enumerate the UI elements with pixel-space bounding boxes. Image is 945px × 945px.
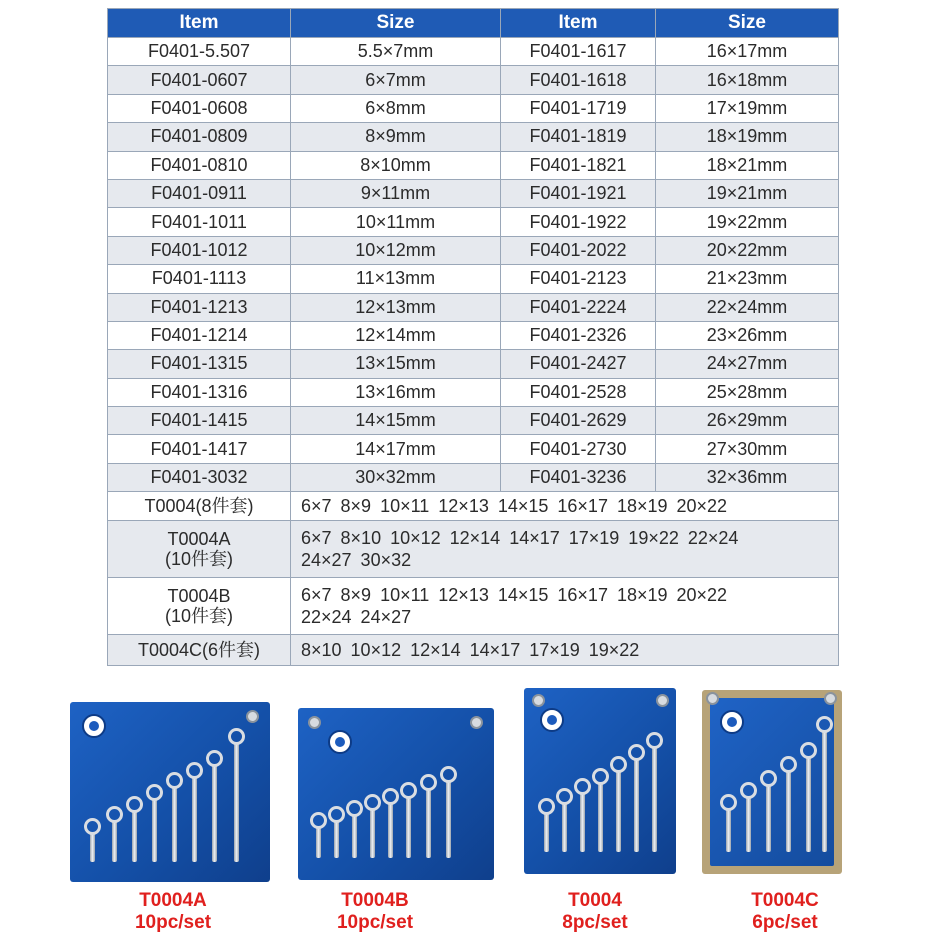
wrench-pouch-photo [70, 702, 270, 882]
item-size: 25×28mm [656, 378, 839, 406]
wrench-icon [598, 782, 603, 852]
set-sizes-line: 8×10 10×12 12×14 14×17 17×19 19×22 [301, 640, 640, 661]
wrench-icon [634, 758, 639, 852]
wrench-icon [746, 796, 751, 852]
item-code: F0401-3236 [501, 463, 656, 491]
set-row [108, 578, 839, 635]
product-model: T0004 [568, 890, 622, 911]
wrench-icon [192, 776, 197, 862]
brand-logo-icon [328, 730, 352, 754]
grommet-icon [706, 692, 719, 705]
item-size: 13×15mm [291, 350, 501, 378]
product-caption [290, 890, 460, 934]
table-row [108, 208, 839, 236]
item-code: F0401-1214 [108, 321, 291, 349]
item-size: 30×32mm [291, 463, 501, 491]
product-count: 8pc/set [562, 912, 628, 933]
grommet-icon [656, 694, 669, 707]
item-code: F0401-0608 [108, 94, 291, 122]
set-name [108, 578, 291, 635]
wrench-icon [580, 792, 585, 852]
item-code: F0401-1316 [108, 378, 291, 406]
table-row [108, 179, 839, 207]
set-sizes-line: 24×27 30×32 [301, 550, 412, 571]
table-row [108, 463, 839, 491]
product-model: T0004B [341, 890, 409, 911]
item-size: 20×22mm [656, 236, 839, 264]
product-count: 10pc/set [336, 912, 414, 933]
wrench-icon [562, 802, 567, 852]
grommet-icon [308, 716, 321, 729]
table-row [108, 151, 839, 179]
item-size: 10×12mm [291, 236, 501, 264]
item-size: 19×21mm [656, 179, 839, 207]
item-size: 8×9mm [291, 123, 501, 151]
item-code: F0401-0810 [108, 151, 291, 179]
item-size: 8×10mm [291, 151, 501, 179]
set-name-line: (10件套) [164, 606, 233, 627]
wrench-icon [766, 784, 771, 852]
item-size: 6×8mm [291, 94, 501, 122]
item-size: 17×19mm [656, 94, 839, 122]
item-code: F0401-1113 [108, 265, 291, 293]
wrench-pouch-photo [524, 688, 676, 874]
item-code: F0401-1819 [501, 123, 656, 151]
header-row [108, 9, 839, 38]
wrench-icon [822, 730, 827, 852]
item-size: 26×29mm [656, 407, 839, 435]
item-size: 12×13mm [291, 293, 501, 321]
item-code: F0401-1921 [501, 179, 656, 207]
item-code: F0401-2022 [501, 236, 656, 264]
item-size: 24×27mm [656, 350, 839, 378]
wrench-icon [112, 820, 117, 862]
item-code: F0401-1417 [108, 435, 291, 463]
table-row [108, 378, 839, 406]
header-item: Item [108, 9, 291, 38]
product-model: T0004C [751, 890, 819, 911]
item-size: 5.5×7mm [291, 38, 501, 66]
item-code: F0401-2427 [501, 350, 656, 378]
item-code: F0401-1719 [501, 94, 656, 122]
item-code: F0401-1415 [108, 407, 291, 435]
brand-logo-icon [720, 710, 744, 734]
table-row [108, 435, 839, 463]
wrench-icon [234, 742, 239, 862]
wrench-icon [652, 746, 657, 852]
item-code: F0401-5.507 [108, 38, 291, 66]
table-row [108, 407, 839, 435]
item-size: 13×16mm [291, 378, 501, 406]
set-row [108, 635, 839, 666]
item-size: 32×36mm [656, 463, 839, 491]
product-count: 6pc/set [752, 912, 818, 933]
item-size: 22×24mm [656, 293, 839, 321]
product-count: 10pc/set [134, 912, 212, 933]
item-size: 27×30mm [656, 435, 839, 463]
header-size: Size [291, 9, 501, 38]
set-sizes-line: 22×24 24×27 [301, 607, 412, 628]
item-size: 16×18mm [656, 66, 839, 94]
item-code: F0401-2629 [501, 407, 656, 435]
item-code: F0401-0911 [108, 179, 291, 207]
item-size: 23×26mm [656, 321, 839, 349]
set-row [108, 521, 839, 578]
grommet-icon [246, 710, 259, 723]
header-size: Size [656, 9, 839, 38]
wrench-icon [446, 780, 451, 858]
wrench-pouch-photo [298, 708, 494, 880]
item-code: F0401-0607 [108, 66, 291, 94]
item-size: 16×17mm [656, 38, 839, 66]
set-sizes [291, 492, 839, 521]
item-code: F0401-3032 [108, 463, 291, 491]
item-code: F0401-1213 [108, 293, 291, 321]
item-code: F0401-1012 [108, 236, 291, 264]
item-size: 21×23mm [656, 265, 839, 293]
wrench-icon [388, 802, 393, 858]
set-name-line: T0004B [167, 586, 231, 607]
set-sizes [291, 635, 839, 666]
set-name [108, 635, 291, 666]
table-row [108, 265, 839, 293]
item-size: 19×22mm [656, 208, 839, 236]
wrench-icon [544, 812, 549, 852]
item-code: F0401-1011 [108, 208, 291, 236]
header-item: Item [501, 9, 656, 38]
table-row [108, 66, 839, 94]
set-sizes [291, 521, 839, 578]
grommet-icon [824, 692, 837, 705]
item-size: 18×19mm [656, 123, 839, 151]
set-name-line: T0004C(6件套) [137, 640, 261, 661]
table-row [108, 350, 839, 378]
wrench-icon [406, 796, 411, 858]
table-row [108, 321, 839, 349]
set-name-line: (10件套) [164, 549, 233, 570]
item-code: F0401-0809 [108, 123, 291, 151]
table-row [108, 123, 839, 151]
item-size: 6×7mm [291, 66, 501, 94]
set-name-line: T0004(8件套) [144, 496, 254, 517]
set-name [108, 492, 291, 521]
item-code: F0401-2326 [501, 321, 656, 349]
wrench-icon [426, 788, 431, 858]
wrench-icon [172, 786, 177, 862]
grommet-icon [532, 694, 545, 707]
item-code: F0401-2528 [501, 378, 656, 406]
product-caption [510, 890, 680, 934]
product-caption [700, 890, 870, 934]
item-code: F0401-1315 [108, 350, 291, 378]
product-photos [0, 686, 945, 941]
item-size: 18×21mm [656, 151, 839, 179]
wrench-pouch-photo [702, 690, 842, 874]
table-row [108, 293, 839, 321]
item-size: 10×11mm [291, 208, 501, 236]
item-code: F0401-2730 [501, 435, 656, 463]
item-code: F0401-2123 [501, 265, 656, 293]
item-size: 14×17mm [291, 435, 501, 463]
wrench-icon [152, 798, 157, 862]
wrench-icon [616, 770, 621, 852]
set-name-line: T0004A [167, 529, 231, 550]
wrench-icon [786, 770, 791, 852]
product-caption [88, 890, 258, 934]
brand-logo-icon [82, 714, 106, 738]
set-sizes-line: 6×7 8×10 10×12 12×14 14×17 17×19 19×22 22×24 [301, 528, 739, 549]
set-name [108, 521, 291, 578]
wrench-icon [726, 808, 731, 852]
set-row [108, 492, 839, 521]
table-row [108, 94, 839, 122]
item-size: 14×15mm [291, 407, 501, 435]
wrench-icon [334, 820, 339, 858]
wrench-icon [132, 810, 137, 862]
grommet-icon [470, 716, 483, 729]
wrench-icon [212, 764, 217, 862]
set-sizes [291, 578, 839, 635]
wrench-icon [806, 756, 811, 852]
spec-table [107, 8, 839, 666]
wrench-icon [370, 808, 375, 858]
set-sizes-line: 6×7 8×9 10×11 12×13 14×15 16×17 18×19 20×22 [301, 496, 728, 517]
item-size: 12×14mm [291, 321, 501, 349]
item-code: F0401-1821 [501, 151, 656, 179]
brand-logo-icon [540, 708, 564, 732]
set-sizes-line: 6×7 8×9 10×11 12×13 14×15 16×17 18×19 20×22 [301, 585, 728, 606]
item-size: 9×11mm [291, 179, 501, 207]
table-row [108, 38, 839, 66]
wrench-icon [90, 832, 95, 862]
item-code: F0401-1618 [501, 66, 656, 94]
item-code: F0401-1617 [501, 38, 656, 66]
wrench-icon [352, 814, 357, 858]
item-code: F0401-1922 [501, 208, 656, 236]
item-code: F0401-2224 [501, 293, 656, 321]
table-row [108, 236, 839, 264]
wrench-icon [316, 826, 321, 858]
item-size: 11×13mm [291, 265, 501, 293]
product-model: T0004A [139, 890, 207, 911]
